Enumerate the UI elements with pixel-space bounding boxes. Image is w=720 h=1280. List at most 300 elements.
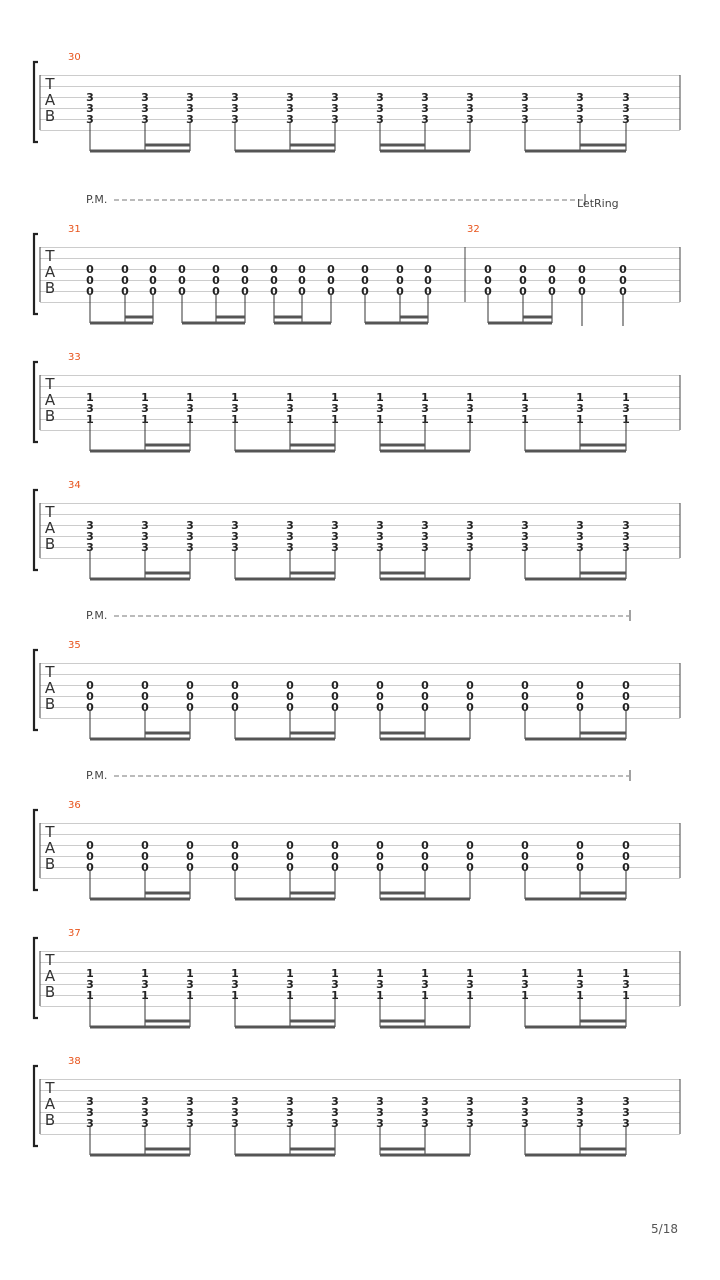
fret-number: 0 [424,263,432,276]
fret-number: 0 [86,285,94,298]
fret-number: 3 [186,519,194,532]
fret-number: 3 [86,91,94,104]
fret-number: 0 [212,285,220,298]
system-bracket [34,362,38,442]
fret-number: 0 [576,839,584,852]
fret-number: 3 [331,1095,339,1108]
fret-number: 3 [286,541,294,554]
tab-clef-letter: A [44,679,56,697]
fret-number: 1 [622,967,630,980]
secondary-beam [145,1148,190,1151]
fret-number: 0 [521,679,529,692]
fret-number: 3 [521,91,529,104]
fret-number: 0 [519,285,527,298]
fret-number: 0 [331,690,339,703]
fret-number: 3 [466,91,474,104]
fret-number: 1 [521,413,529,426]
fret-number: 1 [331,413,339,426]
fret-number: 3 [86,113,94,126]
fret-number: 0 [86,701,94,714]
fret-number: 1 [576,967,584,980]
primary-beam [90,578,190,581]
tab-clef-letter: A [44,391,56,409]
fret-number: 1 [141,391,149,404]
fret-number: 1 [186,391,194,404]
fret-number: 0 [484,285,492,298]
measure-number: 34 [68,480,81,491]
fret-number: 3 [576,91,584,104]
primary-beam [380,738,470,741]
fret-number: 0 [121,274,129,287]
system-bracket [34,62,38,142]
fret-number: 3 [186,402,194,415]
fret-number: 0 [421,701,429,714]
fret-number: 0 [622,850,630,863]
secondary-beam [380,572,425,575]
system-bracket [34,234,38,314]
fret-number: 3 [521,541,529,554]
fret-number: 3 [622,541,630,554]
fret-number: 0 [231,861,239,874]
primary-beam [525,1026,626,1029]
fret-number: 0 [141,839,149,852]
fret-number: 0 [331,850,339,863]
page-number: 5/18 [651,1222,678,1236]
fret-number: 0 [270,274,278,287]
primary-beam [90,898,190,901]
fret-number: 1 [521,391,529,404]
secondary-beam [380,1020,425,1023]
secondary-beam [580,892,626,895]
secondary-beam [580,572,626,575]
tab-clef-letter: B [44,983,56,1001]
fret-number: 1 [576,989,584,1002]
fret-number: 3 [421,978,429,991]
primary-beam [235,450,335,453]
fret-number: 0 [521,850,529,863]
fret-number: 0 [421,839,429,852]
fret-number: 1 [576,413,584,426]
fret-number: 3 [231,530,239,543]
fret-number: 3 [86,1095,94,1108]
fret-number: 0 [331,701,339,714]
fret-number: 1 [331,967,339,980]
fret-number: 3 [141,91,149,104]
tab-clef-letter: B [44,279,56,297]
fret-number: 3 [331,978,339,991]
primary-beam [235,578,335,581]
fret-number: 3 [622,1106,630,1119]
fret-number: 3 [186,102,194,115]
secondary-beam [380,444,425,447]
fret-number: 0 [421,679,429,692]
secondary-beam [580,144,626,147]
fret-number: 3 [521,530,529,543]
fret-number: 3 [186,91,194,104]
fret-number: 0 [86,839,94,852]
fret-number: 3 [331,1106,339,1119]
fret-number: 1 [331,989,339,1002]
fret-number: 0 [286,701,294,714]
fret-number: 3 [331,519,339,532]
primary-beam [235,898,335,901]
fret-number: 0 [241,274,249,287]
fret-number: 3 [286,402,294,415]
measure-number: 32 [467,224,480,235]
fret-number: 3 [466,541,474,554]
fret-number: 3 [376,541,384,554]
fret-number: 3 [576,530,584,543]
secondary-beam [380,732,425,735]
fret-number: 0 [622,690,630,703]
fret-number: 0 [286,850,294,863]
tab-clef-letter: A [44,91,56,109]
fret-number: 0 [376,701,384,714]
secondary-beam [145,892,190,895]
tab-clef-letter: T [45,663,55,681]
secondary-beam [145,732,190,735]
fret-number: 0 [286,839,294,852]
fret-number: 1 [376,989,384,1002]
primary-beam [380,578,470,581]
tab-clef-letter: T [45,75,55,93]
fret-number: 0 [622,861,630,874]
fret-number: 3 [231,519,239,532]
fret-number: 0 [270,263,278,276]
primary-beam [380,450,470,453]
fret-number: 3 [231,402,239,415]
fret-number: 0 [186,850,194,863]
secondary-beam [290,144,335,147]
fret-number: 0 [376,690,384,703]
fret-number: 0 [86,850,94,863]
secondary-beam [145,444,190,447]
fret-number: 3 [286,519,294,532]
fret-number: 3 [86,1117,94,1130]
fret-number: 3 [141,530,149,543]
fret-number: 3 [466,519,474,532]
fret-number: 0 [576,679,584,692]
fret-number: 3 [186,541,194,554]
fret-number: 0 [286,690,294,703]
fret-number: 3 [231,1106,239,1119]
fret-number: 0 [298,263,306,276]
fret-number: 3 [466,102,474,115]
secondary-beam [145,144,190,147]
fret-number: 0 [286,679,294,692]
fret-number: 0 [86,274,94,287]
tab-clef-letter: T [45,951,55,969]
measure-number: 33 [68,352,81,363]
fret-number: 0 [212,274,220,287]
fret-number: 0 [466,690,474,703]
primary-beam [182,322,245,325]
fret-number: 0 [178,274,186,287]
measure-number: 38 [68,1056,81,1067]
fret-number: 0 [466,679,474,692]
fret-number: 3 [186,113,194,126]
fret-number: 0 [466,861,474,874]
fret-number: 0 [149,285,157,298]
fret-number: 0 [327,274,335,287]
fret-number: 1 [376,413,384,426]
tab-clef-letter: B [44,107,56,125]
fret-number: 3 [86,541,94,554]
fret-number: 1 [286,967,294,980]
fret-number: 0 [424,274,432,287]
tab-clef-letter: B [44,535,56,553]
fret-number: 0 [141,861,149,874]
fret-number: 0 [521,701,529,714]
secondary-beam [145,1020,190,1023]
fret-number: 3 [622,402,630,415]
fret-number: 0 [241,285,249,298]
fret-number: 3 [231,978,239,991]
primary-beam [90,1026,190,1029]
fret-number: 3 [141,1106,149,1119]
fret-number: 0 [519,263,527,276]
tab-clef-letter: T [45,503,55,521]
fret-number: 0 [231,850,239,863]
fret-number: 3 [286,978,294,991]
fret-number: 1 [286,391,294,404]
fret-number: 1 [186,989,194,1002]
fret-number: 0 [212,263,220,276]
fret-number: 3 [521,1117,529,1130]
system-bracket [34,1066,38,1146]
fret-number: 1 [231,989,239,1002]
fret-number: 3 [622,102,630,115]
fret-number: 3 [141,541,149,554]
fret-number: 1 [186,413,194,426]
fret-number: 0 [576,701,584,714]
tab-clef-letter: B [44,855,56,873]
primary-beam [525,1154,626,1157]
fret-number: 0 [396,263,404,276]
fret-number: 3 [466,113,474,126]
fret-number: 3 [421,113,429,126]
fret-number: 3 [376,1095,384,1108]
fret-number: 0 [578,274,586,287]
fret-number: 3 [331,541,339,554]
fret-number: 0 [186,701,194,714]
fret-number: 0 [141,679,149,692]
fret-number: 0 [361,274,369,287]
fret-number: 0 [86,679,94,692]
fret-number: 3 [286,113,294,126]
fret-number: 1 [286,413,294,426]
secondary-beam [400,316,428,319]
fret-number: 0 [622,701,630,714]
primary-beam [380,150,470,153]
fret-number: 0 [421,690,429,703]
fret-number: 1 [186,967,194,980]
fret-number: 3 [466,1106,474,1119]
fret-number: 0 [231,839,239,852]
primary-beam [380,1154,470,1157]
primary-beam [90,450,190,453]
fret-number: 3 [466,1095,474,1108]
fret-number: 3 [576,541,584,554]
fret-number: 3 [421,530,429,543]
tab-clef-letter: A [44,967,56,985]
fret-number: 3 [141,113,149,126]
fret-number: 0 [548,263,556,276]
fret-number: 0 [327,263,335,276]
fret-number: 3 [421,1106,429,1119]
fret-number: 3 [141,519,149,532]
fret-number: 0 [327,285,335,298]
fret-number: 1 [86,413,94,426]
fret-number: 0 [376,679,384,692]
fret-number: 3 [141,1117,149,1130]
fret-number: 0 [231,679,239,692]
fret-number: 1 [376,391,384,404]
fret-number: 0 [361,263,369,276]
fret-number: 3 [376,113,384,126]
fret-number: 3 [622,1117,630,1130]
fret-number: 0 [396,285,404,298]
fret-number: 3 [231,541,239,554]
fret-number: 1 [466,413,474,426]
secondary-beam [523,316,552,319]
fret-number: 0 [421,861,429,874]
fret-number: 3 [186,978,194,991]
fret-number: 0 [121,285,129,298]
fret-number: 3 [421,402,429,415]
fret-number: 3 [576,1117,584,1130]
fret-number: 3 [421,102,429,115]
fret-number: 0 [396,274,404,287]
secondary-beam [290,892,335,895]
secondary-beam [216,316,245,319]
fret-number: 1 [521,967,529,980]
primary-beam [235,1154,335,1157]
primary-beam [488,322,552,325]
secondary-beam [290,1148,335,1151]
fret-number: 1 [331,391,339,404]
system-bracket [34,810,38,890]
fret-number: 0 [519,274,527,287]
secondary-beam [380,144,425,147]
primary-beam [90,738,190,741]
fret-number: 3 [86,402,94,415]
fret-number: 0 [622,839,630,852]
fret-number: 0 [178,263,186,276]
fret-number: 0 [484,274,492,287]
fret-number: 3 [576,113,584,126]
fret-number: 3 [141,102,149,115]
fret-number: 0 [619,263,627,276]
fret-number: 3 [331,402,339,415]
fret-number: 3 [231,1117,239,1130]
fret-number: 0 [361,285,369,298]
fret-number: 0 [186,679,194,692]
primary-beam [525,738,626,741]
fret-number: 0 [241,263,249,276]
fret-number: 3 [286,1095,294,1108]
fret-number: 1 [86,967,94,980]
fret-number: 0 [298,285,306,298]
fret-number: 0 [186,690,194,703]
measure-number: 37 [68,928,81,939]
fret-number: 3 [521,978,529,991]
primary-beam [380,898,470,901]
fret-number: 3 [141,978,149,991]
primary-beam [90,1154,190,1157]
secondary-beam [274,316,302,319]
fret-number: 0 [576,850,584,863]
fret-number: 3 [376,402,384,415]
tab-clef-letter: B [44,1111,56,1129]
fret-number: 3 [576,102,584,115]
measure-number: 30 [68,52,81,63]
fret-number: 1 [141,413,149,426]
fret-number: 0 [521,690,529,703]
primary-beam [525,450,626,453]
secondary-beam [145,572,190,575]
fret-number: 0 [466,850,474,863]
fret-number: 3 [521,1095,529,1108]
fret-number: 0 [578,263,586,276]
fret-number: 1 [576,391,584,404]
fret-number: 0 [578,285,586,298]
fret-number: 3 [622,113,630,126]
primary-beam [274,322,331,325]
fret-number: 3 [576,519,584,532]
measure-number: 36 [68,800,81,811]
fret-number: 3 [622,519,630,532]
fret-number: 1 [521,989,529,1002]
fret-number: 3 [186,1106,194,1119]
primary-beam [90,150,190,153]
fret-number: 0 [576,861,584,874]
primary-beam [380,1026,470,1029]
secondary-beam [290,572,335,575]
fret-number: 0 [231,690,239,703]
measure-number: 35 [68,640,81,651]
fret-number: 3 [576,978,584,991]
fret-number: 1 [231,967,239,980]
fret-number: 3 [331,102,339,115]
fret-number: 0 [376,861,384,874]
fret-number: 3 [331,1117,339,1130]
fret-number: 3 [521,102,529,115]
secondary-beam [380,1148,425,1151]
tab-clef-letter: A [44,263,56,281]
fret-number: 3 [576,402,584,415]
primary-beam [235,150,335,153]
fret-number: 3 [186,1095,194,1108]
tab-clef-letter: T [45,247,55,265]
secondary-beam [125,316,153,319]
fret-number: 0 [376,839,384,852]
fret-number: 3 [86,978,94,991]
secondary-beam [290,444,335,447]
tab-clef-letter: T [45,823,55,841]
fret-number: 0 [376,850,384,863]
fret-number: 0 [186,861,194,874]
fret-number: 3 [286,1106,294,1119]
fret-number: 3 [331,91,339,104]
fret-number: 3 [86,102,94,115]
tab-clef-letter: A [44,1095,56,1113]
system-bracket [34,490,38,570]
secondary-beam [290,732,335,735]
fret-number: 0 [521,839,529,852]
fret-number: 3 [622,978,630,991]
fret-number: 1 [466,391,474,404]
